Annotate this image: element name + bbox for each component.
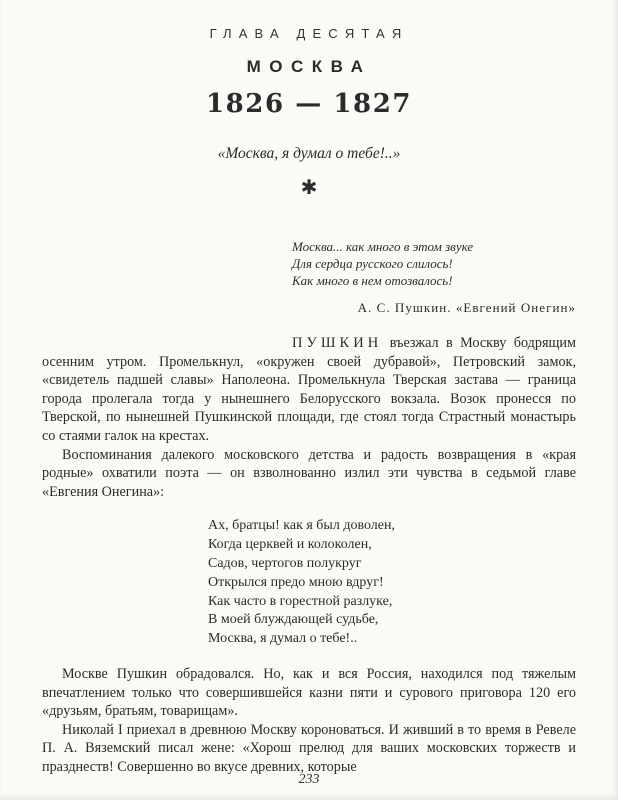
chapter-heading: ГЛАВА ДЕСЯТАЯ [209,26,409,41]
verse-line: Ах, братцы! как я был доволен, [208,518,395,534]
page-title: МОСКВА [246,57,372,76]
paragraph-2: Воспоминания далекого московского детства и радость возвращения в «края родные» охватили поэта — он взволнованно излил эти чувства в седьмой главе «Евгения Онегина»: [42,446,576,500]
paragraph-3: Москве Пушкин обрадовался. Но, как и вся Россия, находился под тяжелым впечатлением только что совершившейся казни пяти и сурового приговора 120 его «друзьям, братьям, товарищам». [42,665,576,720]
epigraph-block [292,238,576,316]
paragraph-1 [42,334,576,446]
years-heading: 1826 — 1827 [206,89,412,119]
verse-line: Открылся предо мною вдруг! [208,574,384,590]
epigraph-line: Для сердца русского слилось! [292,256,453,271]
paragraph-4: Николай I приехал в древнюю Москву короноваться. И живший в то время в Ревеле П. А. Вяземский писал жене: «Хорош прелюд для ваших московских торжеств и празднеств! Совершенно во вкусе древних, которые [42,721,576,775]
verse-line: Как часто в горестной разлуке, [208,593,393,609]
body-text [42,334,576,776]
epigraph-line: Москва... как много в этом звуке [292,239,474,254]
paragraph-lead-word: ПУШКИН [292,335,383,351]
verse-line: Садов, чертогов полукруг [208,555,362,571]
asterisk-ornament: ✱ [300,177,318,199]
verse-line: Когда церквей и колоколен, [208,537,372,553]
page-number: 233 [298,772,320,787]
epigraph-attribution: А. С. Пушкин. «Евгений Онегин» [357,300,576,315]
verse-line: В моей блуждающей судьбе, [208,612,379,628]
verse-line: Москва, я думал о тебе!.. [208,631,358,647]
paragraph-1-text: въезжал в Москву бодрящим осенним утром. Промелькнул, «окружен своей дубравой», Петровский замок, «свидетель падшей славы» Наполеона. Промелькнула Тверская застава — граница города пролегала тогда у нынешнего Белорусского вокзала. Возок пронесся по Тверской, по нынешней Пушкинской площади, где стоял тогда Страстный монастырь со стаями галок на крестах. [42,335,576,444]
onegin-verse [208,517,576,649]
chapter-subtitle: «Москва, я думал о тебе!..» [217,145,401,162]
epigraph-line: Как много в нем отозвалось! [292,273,453,288]
